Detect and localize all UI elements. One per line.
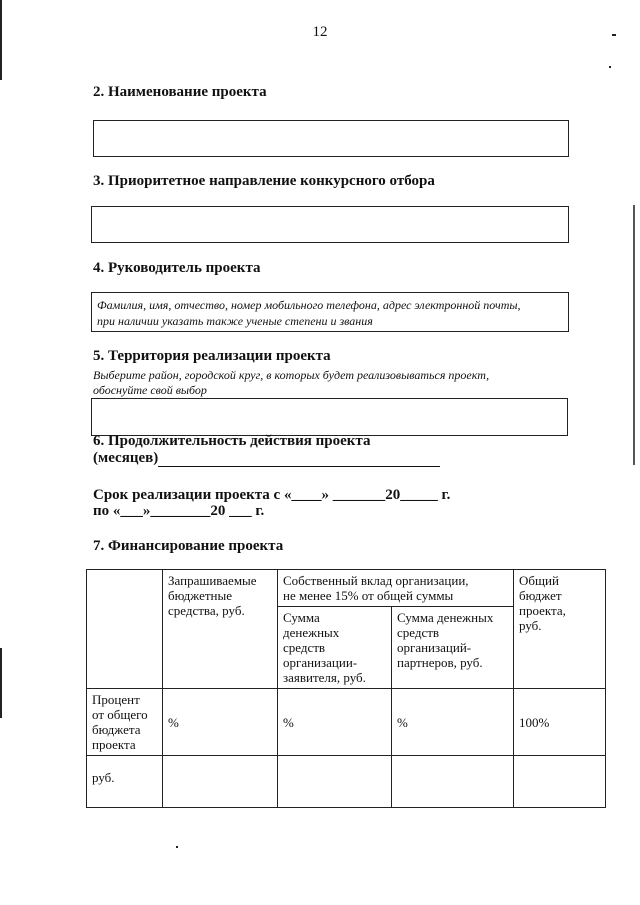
section-6-title: 6. Продолжительность действия проекта: [93, 433, 371, 449]
header-total-budget: Общий бюджет проекта, руб.: [514, 570, 606, 689]
scan-edge-mark-bottom-left: [0, 648, 2, 718]
section-2-title: 2. Наименование проекта: [93, 84, 267, 100]
header-applicant-funds: Сумма денежных средств организации- заявителя, руб.: [278, 607, 392, 689]
header-own-contribution: Собственный вклад организации, не менее 15% от общей суммы: [278, 570, 514, 607]
section-5-title: 5. Территория реализации проекта: [93, 348, 331, 364]
territory-hint-line2: обоснуйте свой выбор: [93, 383, 207, 397]
project-leader-hint-line2: при наличии указать также ученые степени и звания: [97, 314, 373, 328]
scan-edge-mark-top-left: [0, 0, 2, 80]
percent-requested-cell[interactable]: %: [163, 689, 278, 756]
months-input-line[interactable]: [158, 466, 440, 467]
header-requested-funds: Запрашиваемые бюджетные средства, руб.: [163, 570, 278, 689]
priority-direction-field[interactable]: [91, 206, 569, 243]
percent-applicant-cell[interactable]: %: [278, 689, 392, 756]
section-7-title: 7. Финансирование проекта: [93, 538, 284, 554]
rub-partner-cell[interactable]: [392, 756, 514, 808]
financing-table: [86, 569, 606, 808]
rub-requested-cell[interactable]: [163, 756, 278, 808]
scan-edge-mark-right: [633, 205, 635, 465]
scan-speck-2: [609, 66, 611, 68]
section-6-months-label: (месяцев): [93, 450, 159, 466]
percent-total-cell[interactable]: 100%: [514, 689, 606, 756]
project-leader-field[interactable]: [91, 292, 569, 332]
territory-field[interactable]: [91, 398, 568, 436]
page-number: 12: [312, 24, 328, 40]
percent-partner-cell[interactable]: %: [392, 689, 514, 756]
table-row-rub: [87, 756, 606, 808]
rub-applicant-cell[interactable]: [278, 756, 392, 808]
project-name-field[interactable]: [93, 120, 569, 157]
row-percent-label: Процент от общего бюджета проекта: [87, 689, 163, 756]
project-leader-hint-line1: Фамилия, имя, отчество, номер мобильного телефона, адрес электронной почты,: [97, 298, 521, 312]
scan-speck-3: [176, 846, 178, 848]
territory-hint-line1: Выберите район, городской круг, в которых будет реализовываться проект,: [93, 368, 490, 382]
header-partner-funds: Сумма денежных средств организаций- партнеров, руб.: [392, 607, 514, 689]
row-rub-label: руб.: [87, 756, 163, 808]
scan-speck-1: [612, 34, 616, 36]
rub-total-cell[interactable]: [514, 756, 606, 808]
table-corner-cell: [87, 570, 163, 689]
section-3-title: 3. Приоритетное направление конкурсного отбора: [93, 173, 435, 189]
section-4-title: 4. Руководитель проекта: [93, 260, 261, 276]
term-start-line: Срок реализации проекта с «____» _______20_____ г.: [93, 487, 451, 503]
term-end-line: по «___»________20 ___ г.: [93, 503, 265, 519]
table-row-percent: [87, 689, 606, 756]
